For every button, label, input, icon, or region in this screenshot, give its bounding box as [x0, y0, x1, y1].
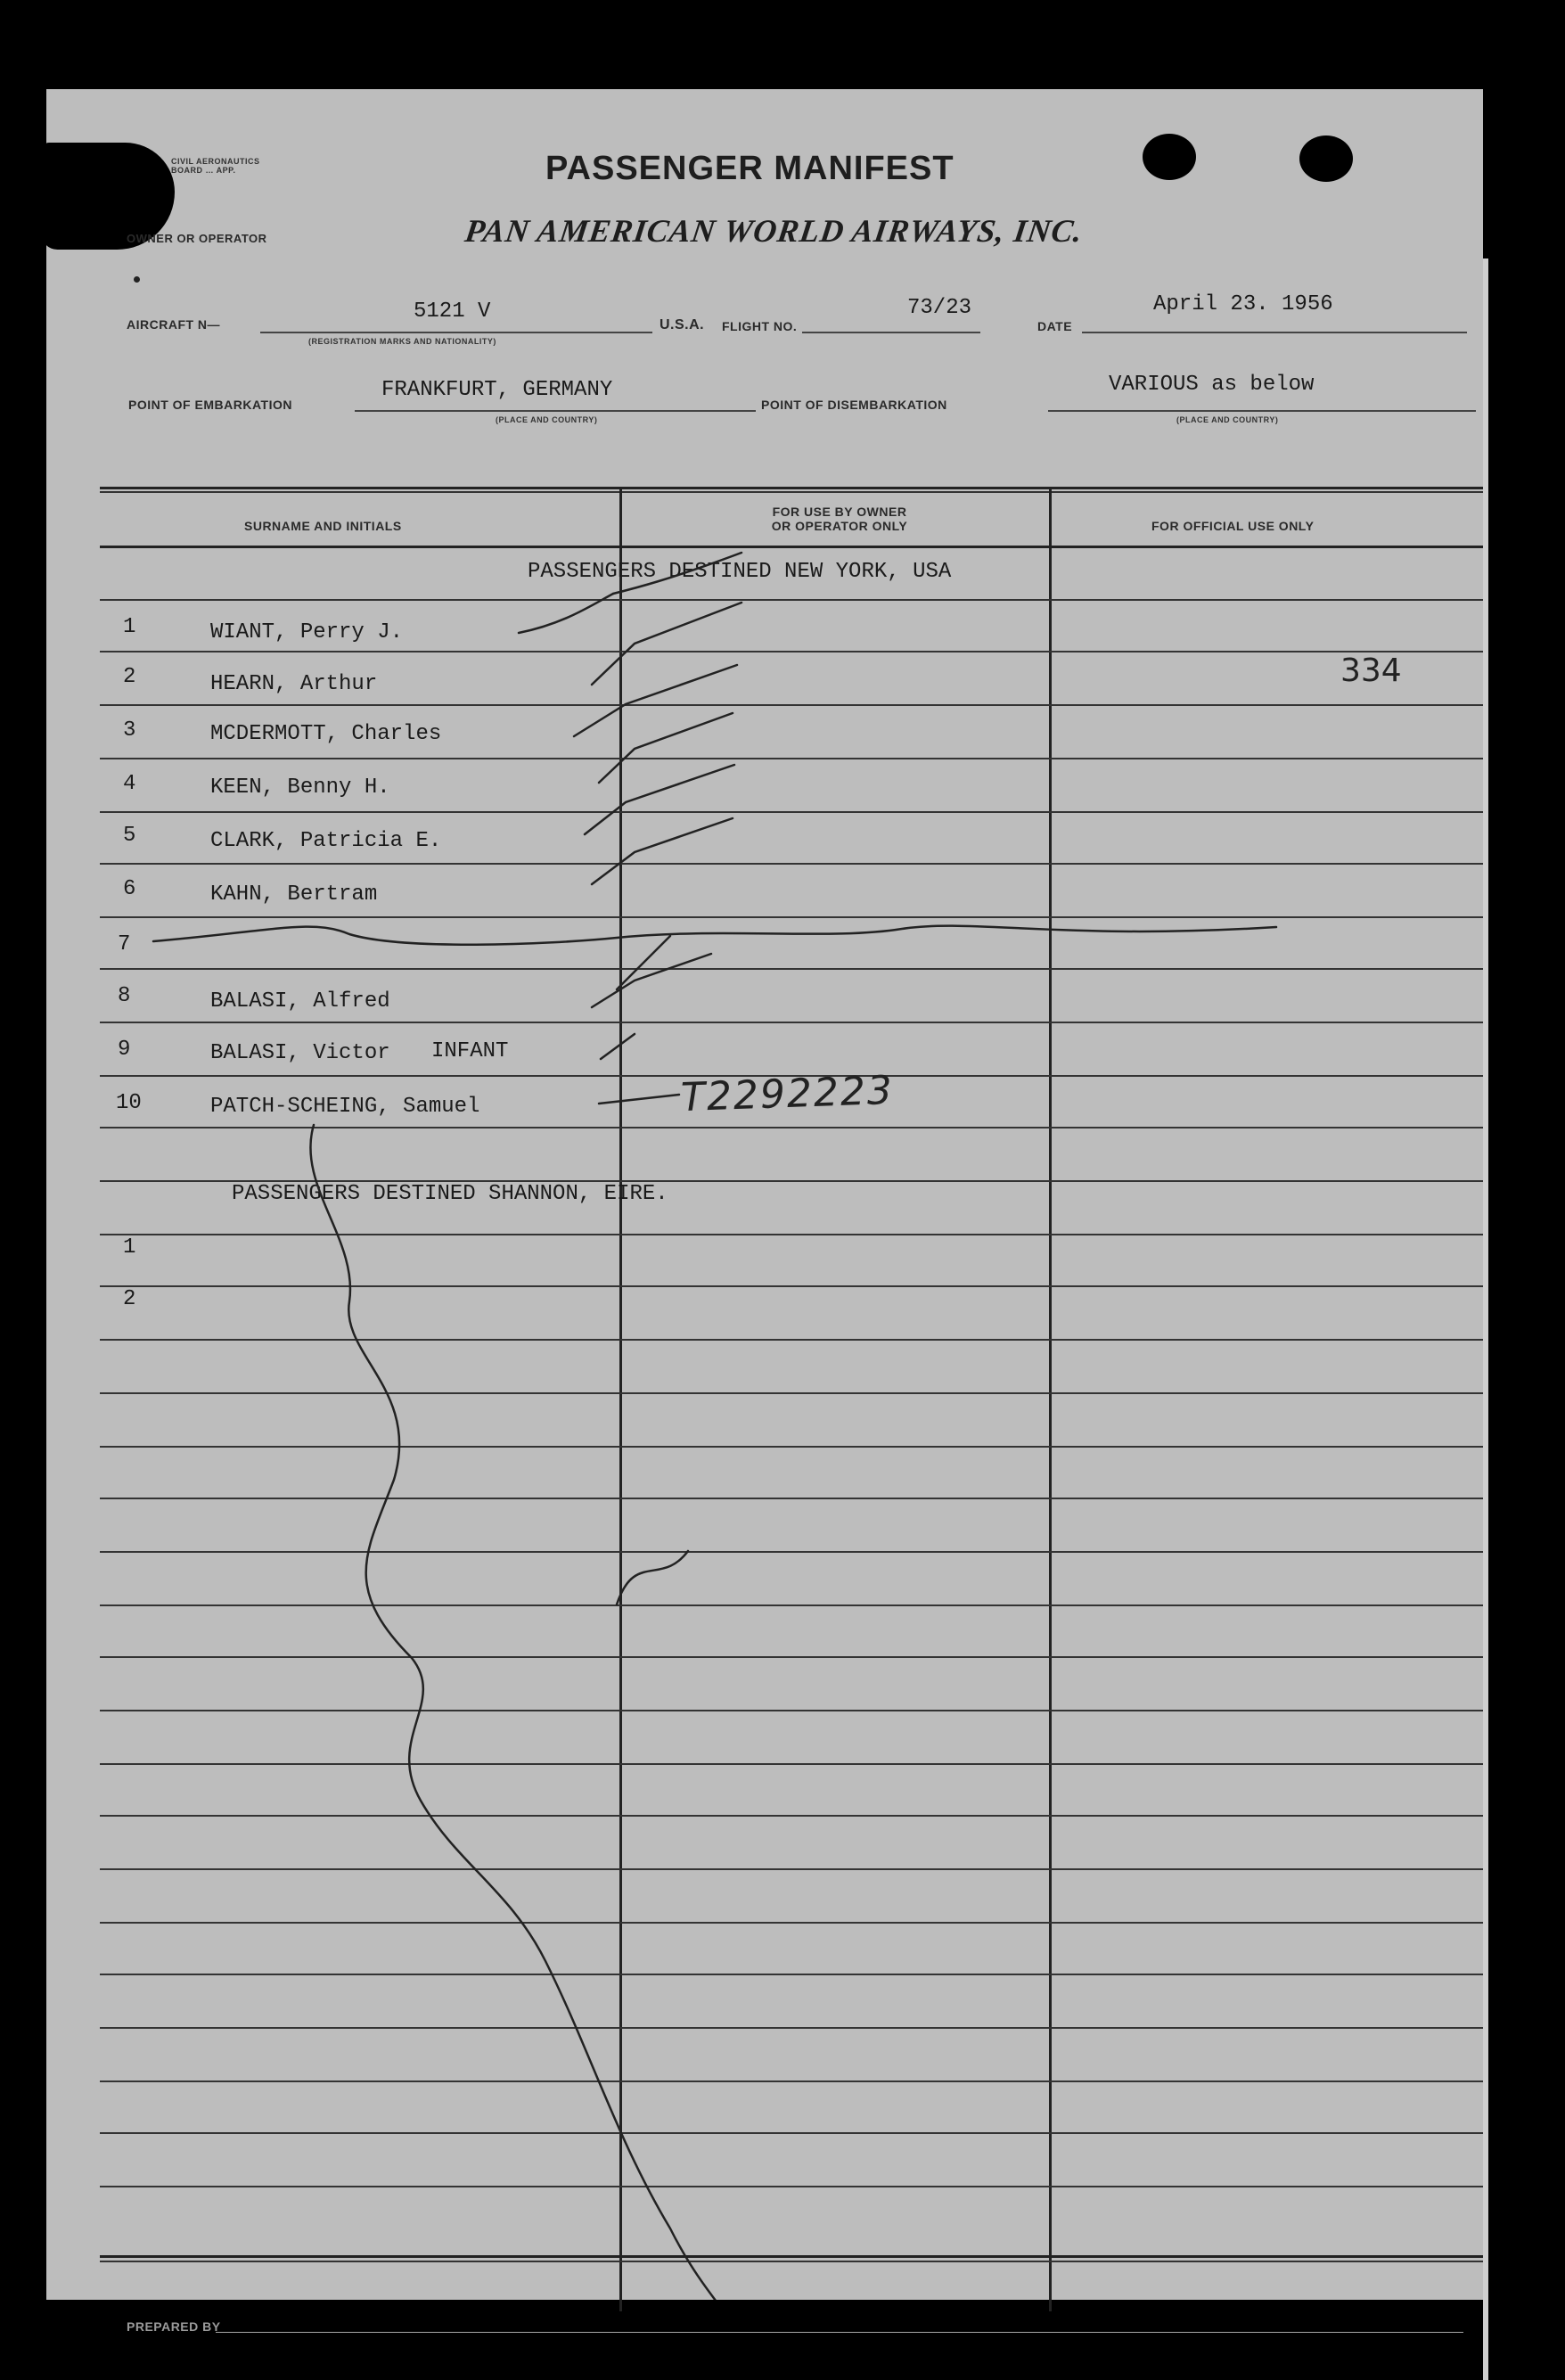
embarkation-caption: (PLACE AND COUNTRY) — [496, 415, 598, 424]
flight-value: 73/23 — [907, 296, 972, 320]
passenger-name: KAHN, Bertram — [210, 882, 378, 907]
col-header-owner: FOR USE BY OWNER OR OPERATOR ONLY — [771, 505, 908, 533]
embarkation-value: FRANKFURT, GERMANY — [381, 378, 613, 402]
tick-mark — [617, 936, 670, 989]
tick-mark — [574, 665, 737, 736]
row-number: 6 — [123, 877, 136, 901]
form-reference: CIVIL AERONAUTICS BOARD … APP. — [171, 157, 260, 175]
row-number: 8 — [118, 984, 131, 1008]
page-title: PASSENGER MANIFEST — [545, 150, 955, 187]
col-header-surname: SURNAME AND INITIALS — [244, 519, 402, 533]
col-header-official: FOR OFFICIAL USE ONLY — [1151, 519, 1315, 533]
tick-mark — [601, 1034, 635, 1059]
group-heading-shannon: PASSENGERS DESTINED SHANNON, EIRE. — [232, 1182, 668, 1206]
passenger-name: BALASI, Alfred — [210, 989, 390, 1014]
row-number: 5 — [123, 824, 136, 848]
passenger-name: CLARK, Patricia E. — [210, 829, 442, 853]
date-value: April 23. 1956 — [1153, 292, 1333, 316]
tick-mark — [592, 954, 711, 1007]
disembarkation-value: VARIOUS as below — [1109, 373, 1315, 397]
strike-line — [153, 926, 1276, 945]
passenger-name: WIANT, Perry J. — [210, 620, 404, 644]
row-number: 3 — [123, 718, 136, 743]
row-number: 2 — [123, 1287, 136, 1311]
manifest-sheet — [46, 89, 1483, 2334]
aircraft-value: 5121 V — [414, 300, 491, 324]
owner-label: OWNER OR OPERATOR — [127, 232, 267, 245]
passenger-name: HEARN, Arthur — [210, 672, 378, 696]
passenger-name: BALASI, Victor — [210, 1041, 390, 1065]
passenger-note: INFANT — [431, 1039, 509, 1063]
wavy-pen-line — [310, 1125, 742, 2300]
row-number: 10 — [116, 1091, 142, 1115]
airline-name: PAN AMERICAN WORLD AIRWAYS, INC. — [463, 213, 1086, 249]
date-label: DATE — [1037, 319, 1073, 333]
row-number: 7 — [118, 932, 131, 956]
tick-mark — [519, 594, 613, 633]
row-number: 1 — [123, 615, 136, 639]
embarkation-label: POINT OF EMBARKATION — [128, 398, 292, 412]
tick-mark — [613, 553, 742, 594]
prepared-by-line — [216, 2332, 1463, 2333]
tick-mark — [617, 1551, 688, 1604]
row-number: 2 — [123, 665, 136, 689]
flight-label: FLIGHT NO. — [722, 319, 798, 333]
passenger-name: MCDERMOTT, Charles — [210, 722, 442, 746]
registration-caption: (REGISTRATION MARKS AND NATIONALITY) — [308, 337, 496, 346]
aircraft-label: AIRCRAFT N— — [127, 317, 221, 332]
document-number: T2292223 — [680, 1067, 895, 1121]
prepared-by-label: PREPARED BY — [127, 2319, 221, 2334]
country-label: U.S.A. — [660, 317, 705, 332]
disembarkation-label: POINT OF DISEMBARKATION — [761, 398, 947, 412]
tick-mark — [592, 818, 733, 884]
pen-marks — [46, 89, 1483, 2300]
passenger-name: KEEN, Benny H. — [210, 776, 390, 800]
row-number: 9 — [118, 1038, 131, 1062]
official-number: 334 — [1340, 652, 1402, 689]
row-number: 1 — [123, 1235, 136, 1260]
group-heading-new-york: PASSENGERS DESTINED NEW YORK, USA — [528, 560, 952, 584]
passenger-name: PATCH-SCHEING, Samuel — [210, 1095, 480, 1119]
row-number: 4 — [123, 772, 136, 796]
tick-mark — [599, 1095, 679, 1104]
paper-edge — [1483, 259, 1488, 2380]
disembarkation-caption: (PLACE AND COUNTRY) — [1176, 415, 1279, 424]
